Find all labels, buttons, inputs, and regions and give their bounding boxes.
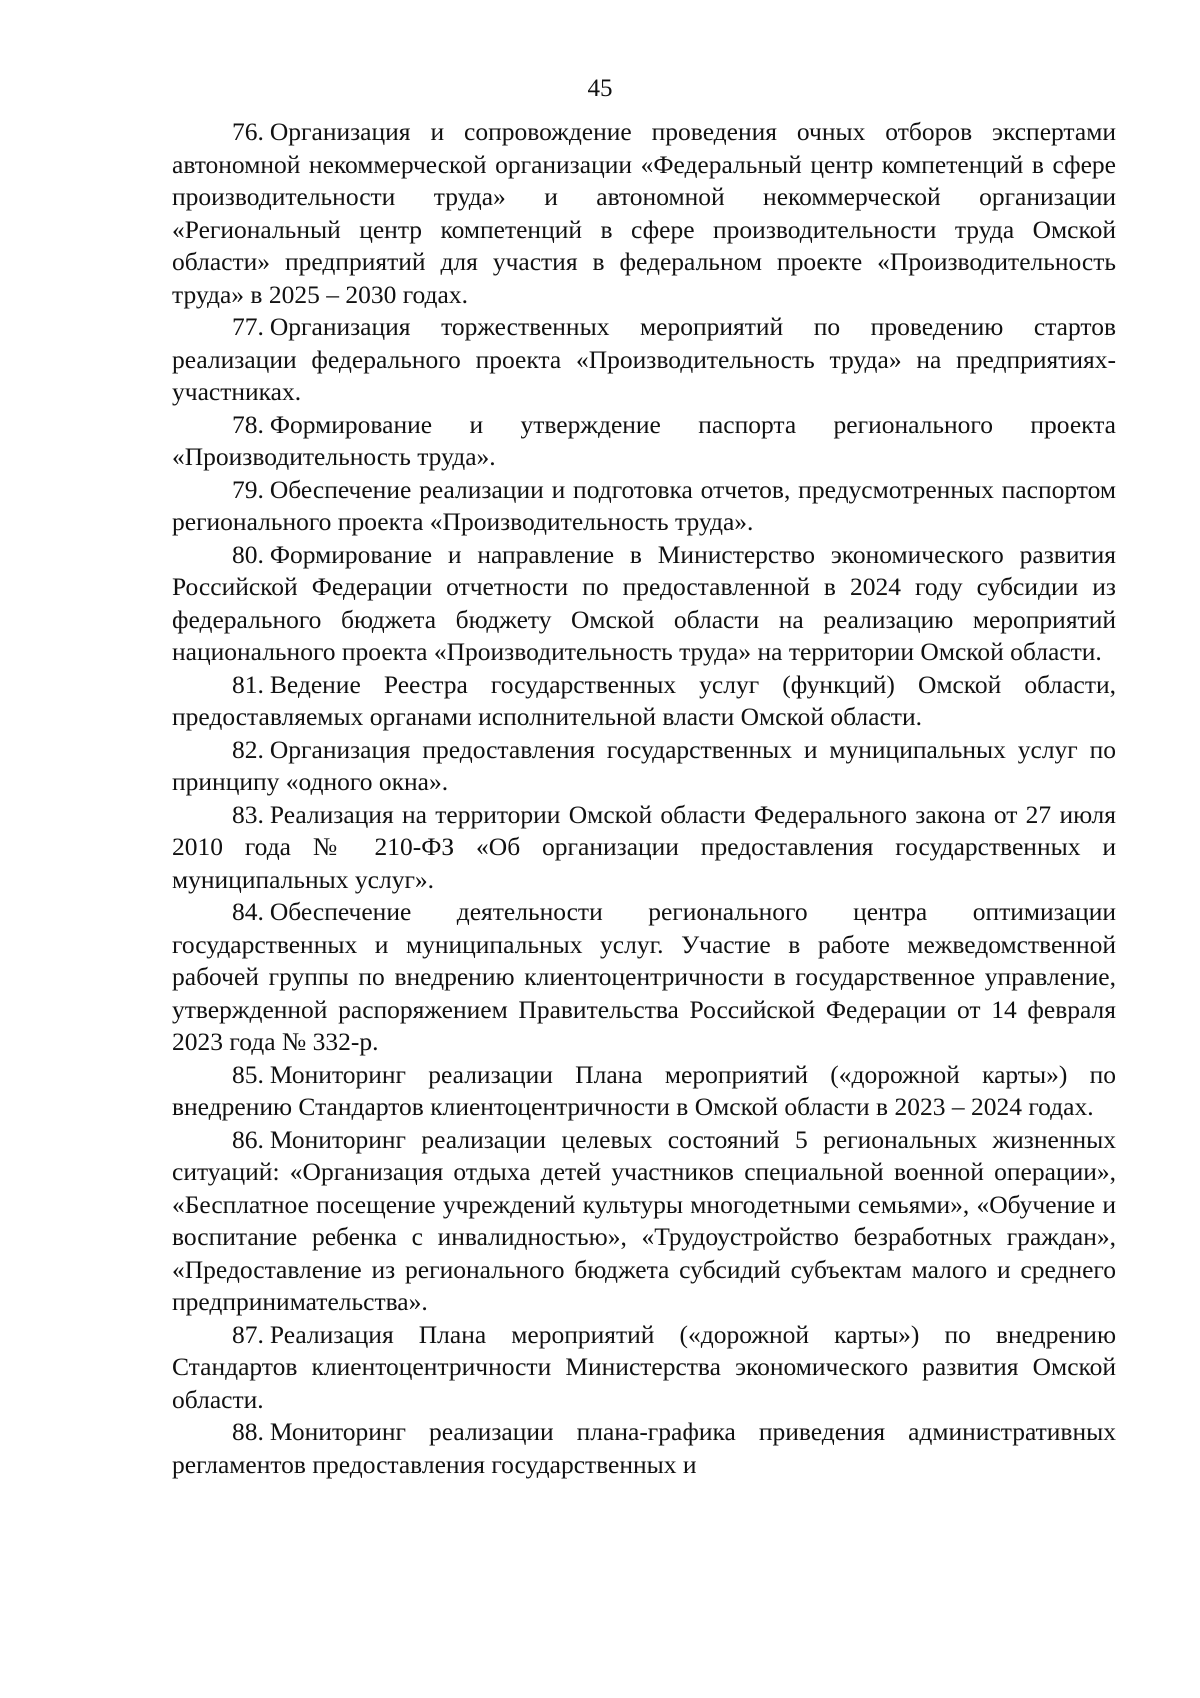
- list-item: [172, 539, 1116, 669]
- list-item: [172, 1124, 1116, 1319]
- item-text: Мониторинг реализации Плана мероприятий («дорожной карты») по внедрению Стандартов клиентоцентричности в Омской области в 2023 – 2024 годах.: [172, 1059, 1116, 1121]
- item-text: Организация торжественных мероприятий по проведению стартов реализации федерального проекта «Производительность труда» на предприятиях-участниках.: [172, 312, 1116, 406]
- item-text: Мониторинг реализации плана-графика приведения административных регламентов предоставления государственных и: [172, 1417, 1116, 1479]
- item-number: 86.: [232, 1124, 264, 1154]
- item-number: 79.: [232, 474, 264, 504]
- list-item: [172, 896, 1116, 1059]
- item-text: Реализация Плана мероприятий («дорожной карты») по внедрению Стандартов клиентоцентричности Министерства экономического развития Омской области.: [172, 1319, 1116, 1414]
- item-number: 88.: [232, 1417, 264, 1446]
- item-number: 87.: [232, 1319, 264, 1349]
- item-number: 82.: [232, 734, 264, 764]
- item-number: 83.: [232, 799, 264, 829]
- item-number: 77.: [232, 312, 264, 341]
- list-item: [172, 799, 1116, 897]
- list-item: [172, 669, 1116, 734]
- document-body: [172, 116, 1116, 1481]
- item-number: 80.: [232, 539, 264, 569]
- list-item: [172, 311, 1116, 409]
- list-item: [172, 1059, 1116, 1124]
- item-text: Реализация на территории Омской области Федерального закона от 27 июля 2010 года № 210-ФЗ «Об организации предоставления государственных и муниципальных услуг».: [172, 799, 1116, 894]
- item-text: Обеспечение реализации и подготовка отчетов, предусмотренных паспортом регионального проекта «Производительность труда».: [172, 474, 1116, 536]
- list-item: [172, 116, 1116, 311]
- item-text: Формирование и направление в Министерство экономического развития Российской Федерации отчетности по предоставленной в 2024 году субсидии из федерального бюджета бюджету Омской области на реализацию мероприятий национального проекта «Производительность труда» на территории Омской области.: [172, 539, 1116, 666]
- list-item: [172, 1319, 1116, 1417]
- item-number: 76.: [232, 117, 264, 146]
- item-text: Мониторинг реализации целевых состояний 5 региональных жизненных ситуаций: «Организация отдыха детей участников специальной военной операции», «Бесплатное посещение учреждений культуры многодетными семьями», «Обучение и воспитание ребенка с инвалидностью», «Трудоустройство безработных граждан», «Предоставление из регионального бюджета субсидий субъектам малого и среднего предпринимательства».: [172, 1124, 1116, 1316]
- item-text: Организация предоставления государственных и муниципальных услуг по принципу «одного окна».: [172, 734, 1116, 796]
- page-number: 45: [587, 75, 613, 102]
- list-item: [172, 474, 1116, 539]
- item-text: Формирование и утверждение паспорта регионального проекта «Производительность труда».: [172, 409, 1116, 471]
- list-item: [172, 1416, 1116, 1481]
- item-text: Ведение Реестра государственных услуг (функций) Омской области, предоставляемых органами исполнительной власти Омской области.: [172, 669, 1116, 731]
- list-item: [172, 409, 1116, 474]
- item-number: 81.: [232, 669, 264, 699]
- item-text: Обеспечение деятельности регионального центра оптимизации государственных и муниципальных услуг. Участие в работе межведомственной рабочей группы по внедрению клиентоцентричности в государственное управление, утвержденной распоряжением Правительства Российской Федерации от 14 февраля 2023 года № 332-р.: [172, 897, 1116, 1056]
- item-text: Организация и сопровождение проведения очных отборов экспертами автономной некоммерческой организации «Федеральный центр компетенций в сфере производительности труда» и автономной некоммерческой организации «Региональный центр компетенций в сфере производительности труда Омской области» предприятий для участия в федеральном проекте «Производительность труда» в 2025 – 2030 годах.: [172, 117, 1116, 309]
- item-number: 84.: [232, 897, 264, 926]
- list-item: [172, 734, 1116, 799]
- item-number: 85.: [232, 1059, 264, 1089]
- item-number: 78.: [232, 409, 264, 439]
